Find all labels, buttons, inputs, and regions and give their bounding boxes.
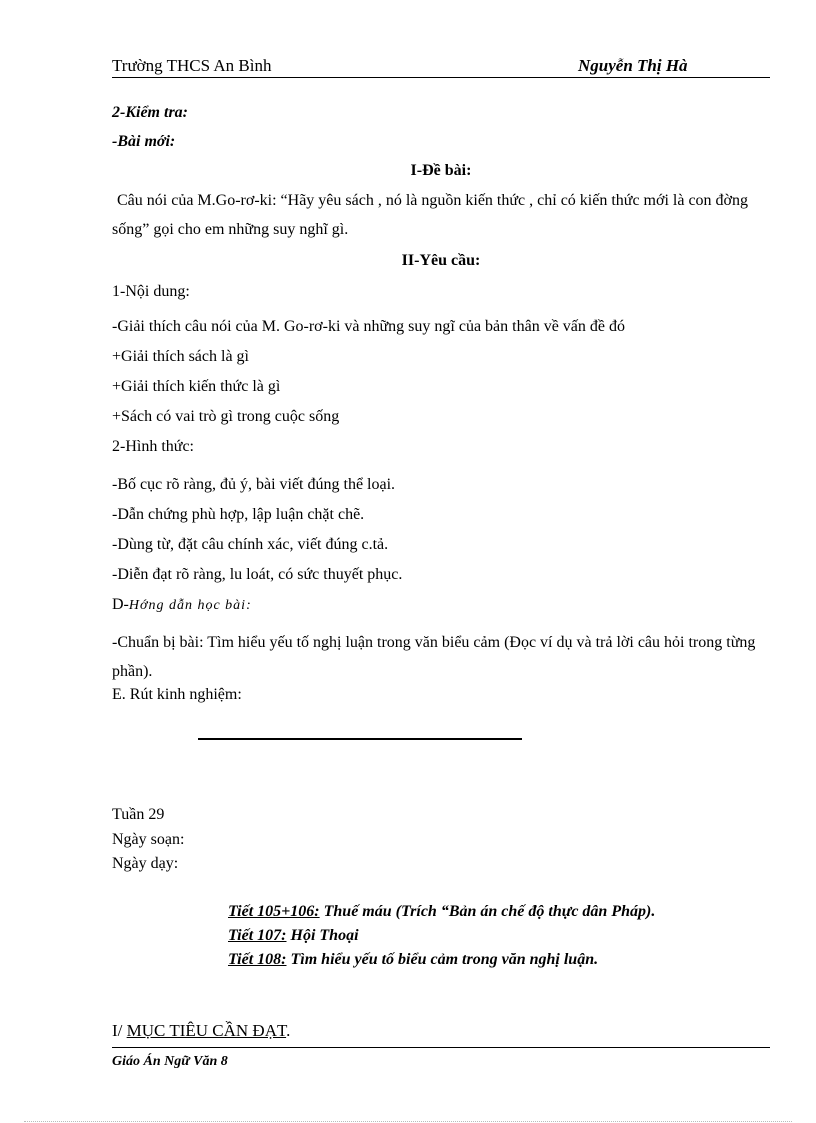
lesson-title: Tìm hiểu yếu tố biểu cảm trong văn nghị luận. <box>286 951 599 968</box>
hinh-thuc-item: -Dùng từ, đặt câu chính xác, viết đúng c.tả. <box>112 536 389 553</box>
page-break-dots <box>24 1121 792 1122</box>
tuan-label: Tuần 29 <box>112 806 165 823</box>
lesson-line <box>228 951 598 969</box>
separator-line <box>198 738 522 740</box>
hinh-thuc-item: -Dẫn chứng phù hợp, lập luận chặt chẽ. <box>112 506 365 523</box>
noi-dung-item: +Giải thích sách là gì <box>112 348 249 365</box>
kiem-tra-heading: 2-Kiểm tra: <box>112 104 188 121</box>
noi-dung-item: +Sách có vai trò gì trong cuộc sống <box>112 408 340 425</box>
de-bai-heading: I-Đề bài: <box>410 162 472 179</box>
muc-tieu-suffix: . <box>286 1021 291 1040</box>
muc-tieu-heading <box>112 1021 290 1041</box>
de-bai-text: Câu nói của M.Go-rơ-ki: “Hãy yêu sách , nó là nguồn kiến thức , chỉ có kiến thức mới là con đờng sống” gọi cho em những suy nghĩ gì. <box>112 192 749 238</box>
huong-dan-heading <box>112 596 252 614</box>
noi-dung-item: +Giải thích kiến thức là gì <box>112 378 281 395</box>
footer-rule <box>112 1047 770 1048</box>
noi-dung-heading: 1-Nội dung: <box>112 283 190 300</box>
ngay-soan-label: Ngày soạn: <box>112 831 185 848</box>
muc-tieu-prefix: I/ <box>112 1021 127 1040</box>
muc-tieu-title: MỤC TIÊU CẦN ĐẠT <box>126 1021 287 1040</box>
footer-text: Giáo Án Ngữ Văn 8 <box>112 1054 228 1069</box>
chuan-bi-text: -Chuẩn bị bài: Tìm hiểu yếu tố nghị luận trong văn biểu cảm (Đọc ví dụ và trả lời câu hỏi trong từng phần). <box>112 634 756 680</box>
lesson-line <box>228 903 655 921</box>
ngay-day-label: Ngày dạy: <box>112 855 179 872</box>
lesson-label: Tiết 105+106: <box>228 903 320 920</box>
noi-dung-item: -Giải thích câu nói của M. Go-rơ-ki và những suy ngĩ của bản thân về vấn đề đó <box>112 318 625 335</box>
lesson-label: Tiết 108: <box>228 951 287 968</box>
header-rule <box>112 77 770 78</box>
header-school: Trường THCS An Bình <box>112 56 272 75</box>
yeu-cau-heading: II-Yêu cầu: <box>401 252 481 269</box>
huong-dan-prefix: D- <box>112 596 129 613</box>
bai-moi-heading: -Bài mới: <box>112 133 176 150</box>
lesson-line <box>228 927 359 945</box>
rut-kinh-nghiem: E. Rút kinh nghiệm: <box>112 686 242 703</box>
lesson-title: Thuế máu (Trích “Bản án chế độ thực dân Pháp). <box>319 903 656 920</box>
hinh-thuc-heading: 2-Hình thức: <box>112 438 194 455</box>
hinh-thuc-item: -Diễn đạt rõ ràng, lu loát, có sức thuyết phục. <box>112 566 403 583</box>
huong-dan-text: Hớng dẫn học bài: <box>128 598 252 613</box>
hinh-thuc-item: -Bố cục rõ ràng, đủ ý, bài viết đúng thể loại. <box>112 476 396 493</box>
header-teacher: Nguyễn Thị Hà <box>578 56 688 75</box>
lesson-title: Hội Thoại <box>286 927 359 944</box>
lesson-label: Tiết 107: <box>228 927 287 944</box>
